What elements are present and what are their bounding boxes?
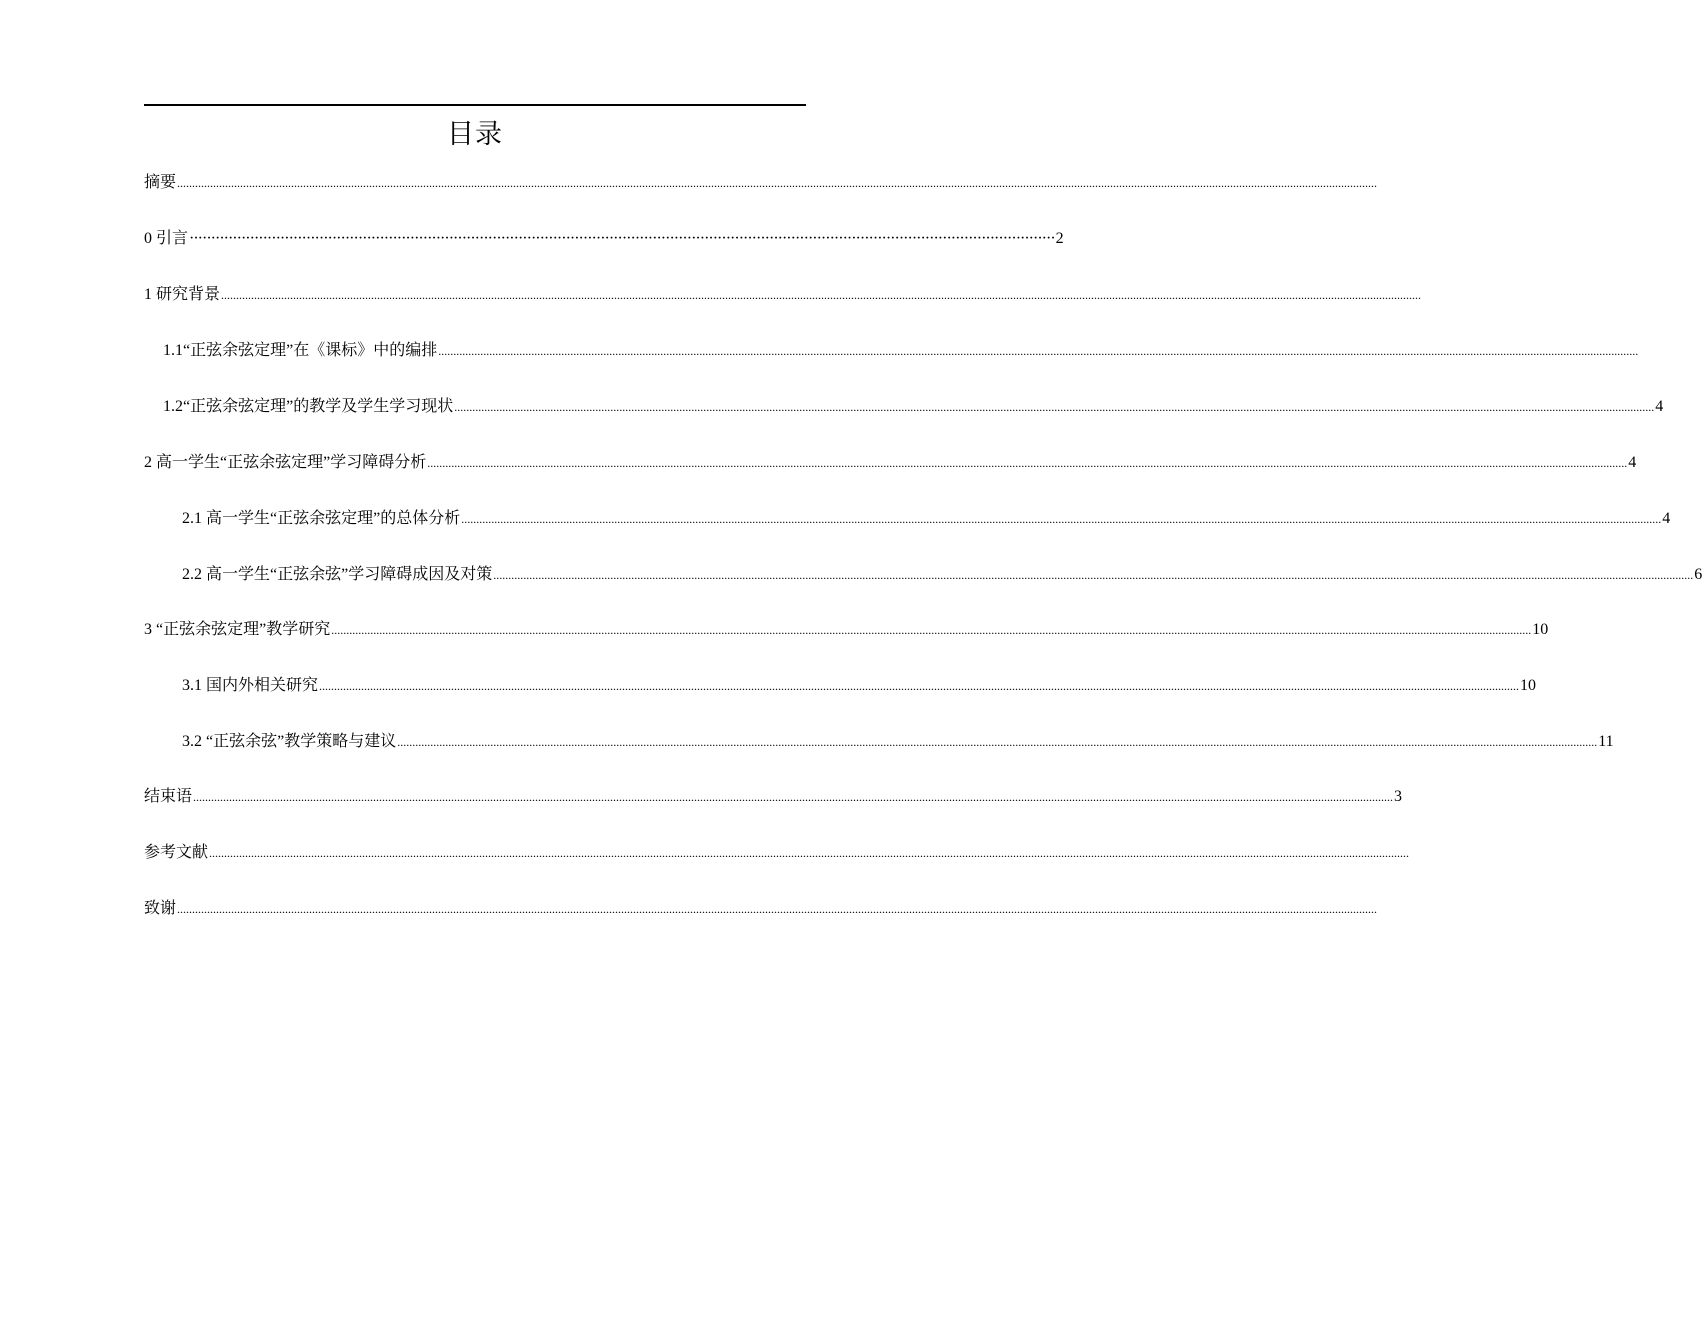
toc-entry-page: 2 [1055,230,1064,247]
toc-entry-page: 4 [1662,510,1671,527]
header-rule [144,104,806,106]
toc-entry-page: 10 [1520,677,1537,694]
toc-entry-label: 3.1 国内外相关研究 [182,677,319,694]
dot-leader: ········································································································································································································ [189,230,1055,247]
toc-entry-label: 1.2“正弦余弦定理”的教学及学生学习现状 [163,398,454,415]
toc-entry-page: 4 [1655,398,1664,415]
toc-entry [144,619,1549,641]
toc-title: 目录 [447,119,503,150]
dot-leader: ................................................................................................................................................................................................................................................................................................................................................................................................................ [221,288,1422,302]
toc-entry-label: 2.2 高一学生“正弦余弦”学习障碍成因及对策 [182,566,493,583]
dot-leader: ................................................................................................................................................................................................................................................................................................................................................................................................................ [438,344,1639,358]
dot-leader: ................................................................................................................................................................................................................................................................................................................................................................................................................ [427,456,1628,470]
toc-entry-label: 2.1 高一学生“正弦余弦定理”的总体分析 [182,510,461,527]
toc-entry [144,842,1410,864]
dot-leader: ................................................................................................................................................................................................................................................................................................................................................................................................................ [331,623,1532,637]
toc-entry-label: 3.2 “正弦余弦”教学策略与建议 [182,733,397,750]
toc-entry-page: 6 [1694,566,1702,583]
toc-entry-label: 2 高一学生“正弦余弦定理”学习障碍分析 [144,454,427,471]
toc-entry-label: 1.1“正弦余弦定理”在《课标》中的编排 [163,342,438,359]
toc-entry [144,284,1422,306]
toc-entry [182,508,1671,530]
toc-entry-page: 10 [1532,621,1549,638]
toc-entry [144,786,1403,808]
toc-entry [144,172,1378,194]
dot-leader: ................................................................................................................................................................................................................................................................................................................................................................................................................ [177,902,1378,916]
toc-entry [163,396,1664,418]
toc-entry [144,452,1637,474]
toc-entry [182,564,1702,586]
toc-entry-page: 3 [1394,788,1403,805]
dot-leader: ................................................................................................................................................................................................................................................................................................................................................................................................................ [454,400,1655,414]
toc-entry-label: 参考文献 [144,844,209,861]
dot-leader: ................................................................................................................................................................................................................................................................................................................................................................................................................ [177,176,1378,190]
toc-entry-label: 3 “正弦余弦定理”教学研究 [144,621,331,638]
dot-leader: ................................................................................................................................................................................................................................................................................................................................................................................................................ [193,790,1394,804]
toc-entry-label: 1 研究背景 [144,286,221,303]
dot-leader: ................................................................................................................................................................................................................................................................................................................................................................................................................ [319,679,1520,693]
dot-leader: ................................................................................................................................................................................................................................................................................................................................................................................................................ [209,846,1410,860]
toc-entry-page: 4 [1628,454,1637,471]
toc-entry [144,898,1378,920]
toc-entry-label: 0 引言 [144,230,189,247]
toc-entry [182,675,1537,697]
dot-leader: ................................................................................................................................................................................................................................................................................................................................................................................................................ [397,735,1598,749]
dot-leader: ................................................................................................................................................................................................................................................................................................................................................................................................................ [493,568,1694,582]
toc-entry-label: 结束语 [144,788,193,805]
toc-entry-page: 11 [1598,733,1614,750]
toc-entry-label: 致谢 [144,900,177,917]
dot-leader: ................................................................................................................................................................................................................................................................................................................................................................................................................ [461,512,1662,526]
toc-entry [163,340,1639,362]
toc-entry-label: 摘要 [144,174,177,191]
toc-entry [144,228,1064,250]
toc-entry [182,731,1614,753]
